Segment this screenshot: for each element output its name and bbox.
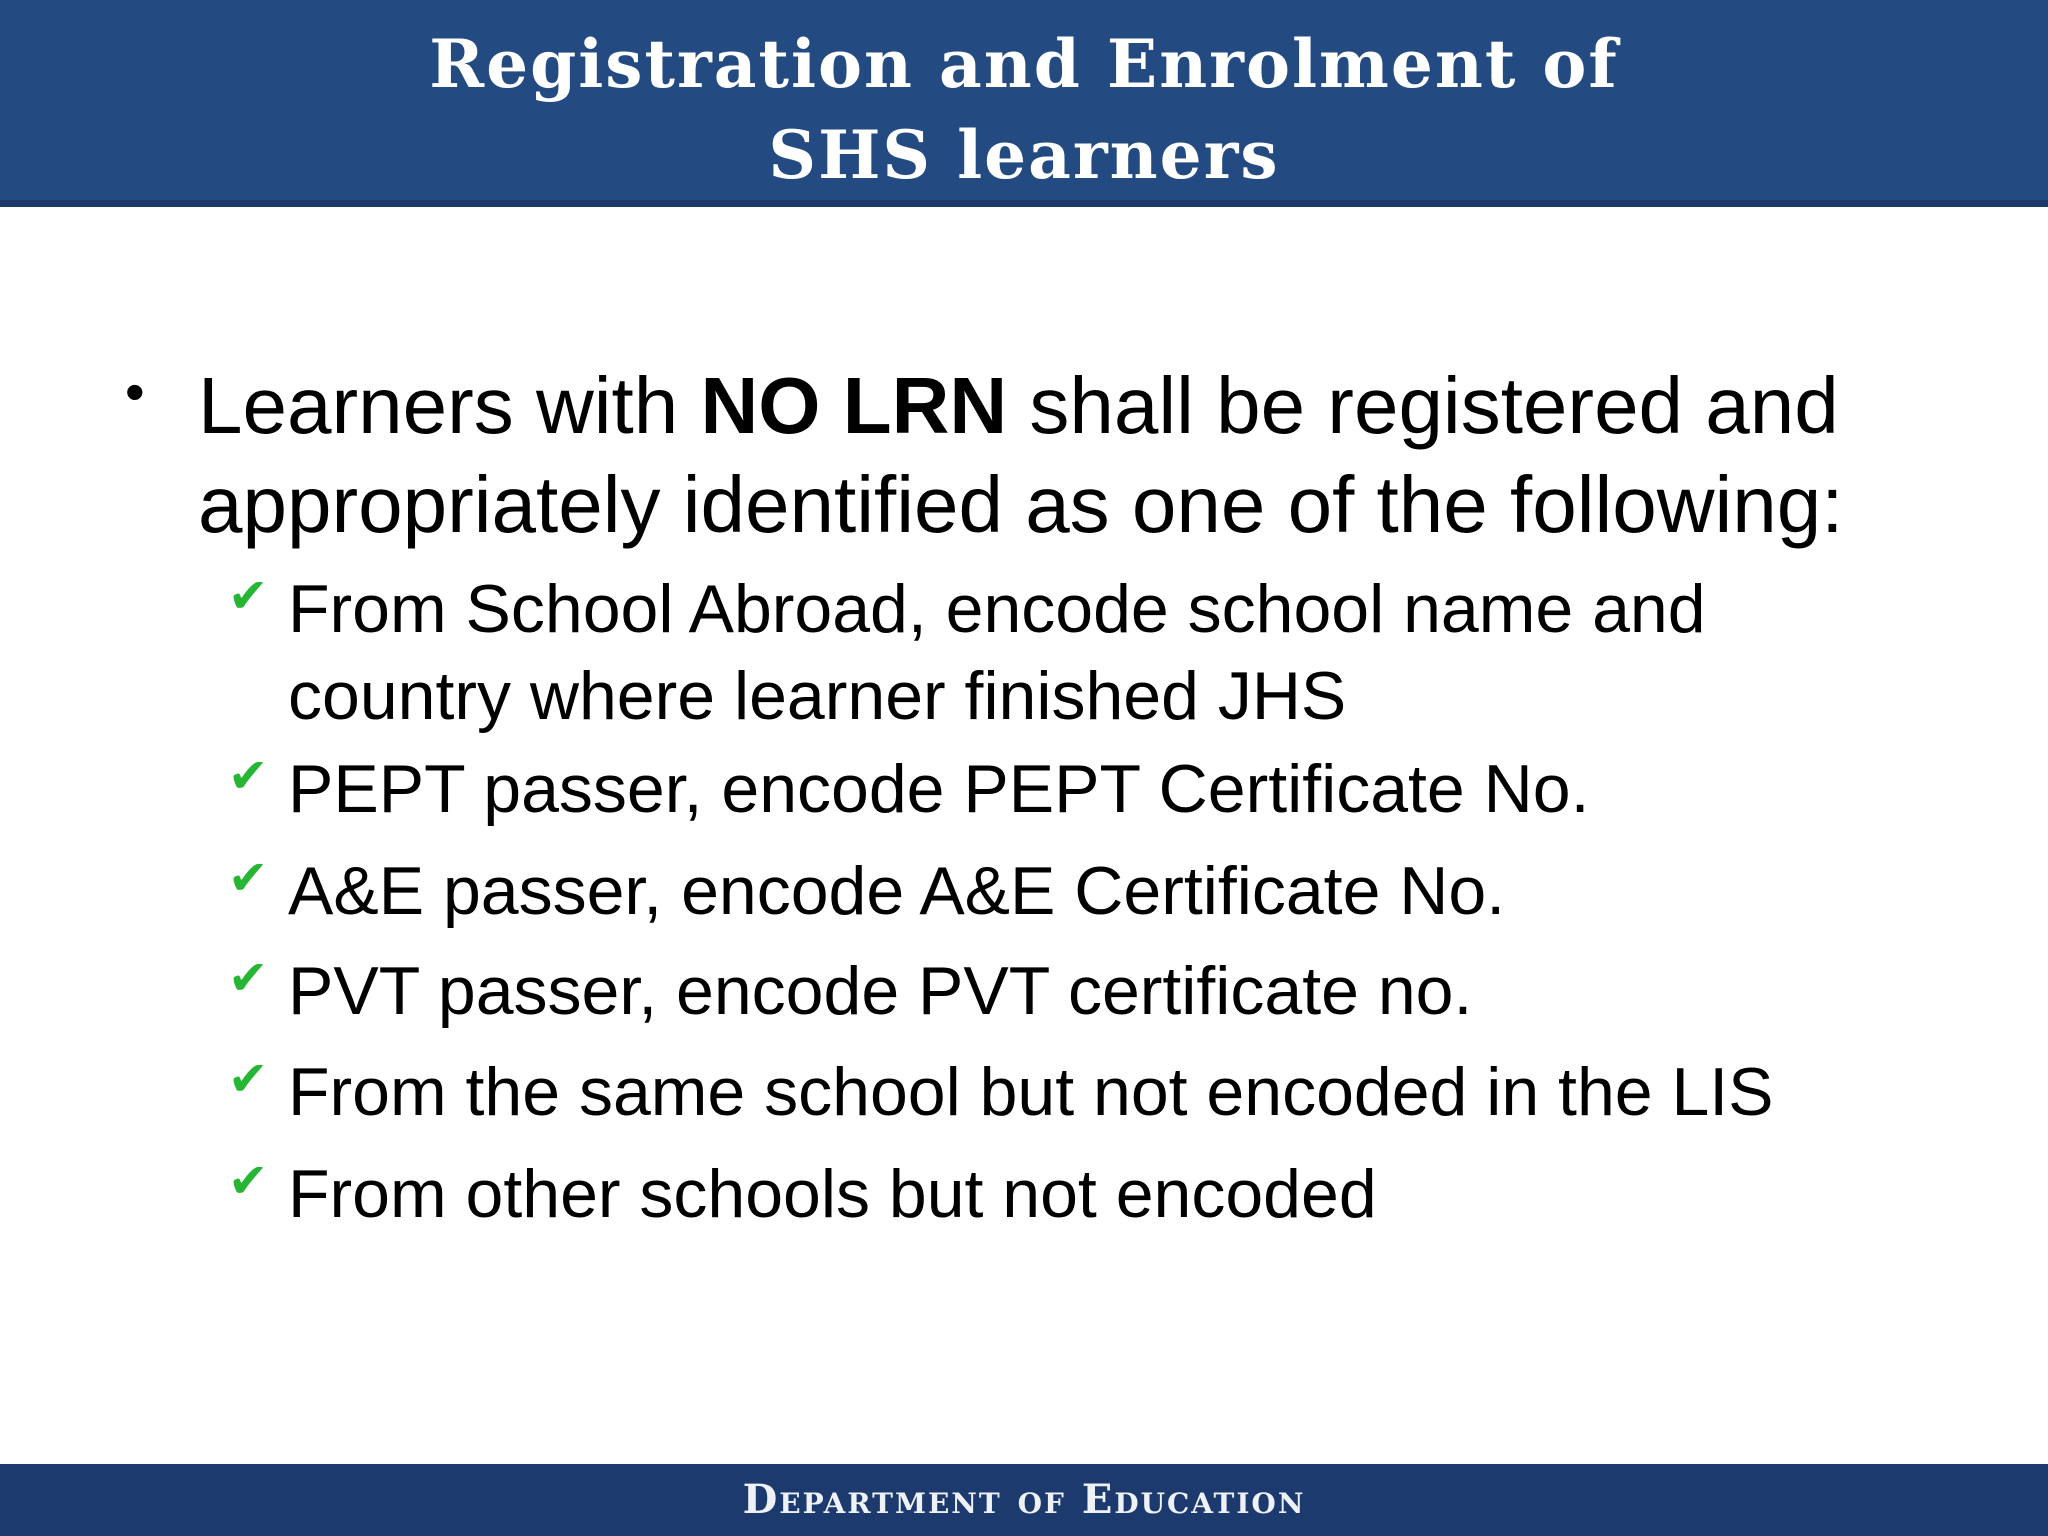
list-item-line: From School Abroad, encode school name and <box>288 571 1706 647</box>
list-item-text: PEPT passer, encode PEPT Certificate No. <box>288 751 1590 827</box>
checkmark-icon: ✔ <box>228 850 269 906</box>
list-item-line: country where learner finished JHS <box>288 658 1347 734</box>
list-item-text: From the same school but not encoded in the LIS <box>288 1054 1774 1130</box>
list-item-text: PVT passer, encode PVT certificate no. <box>288 953 1473 1029</box>
checkmark-icon: ✔ <box>228 950 269 1006</box>
bullet-text <box>198 356 1978 554</box>
list-item-text <box>288 566 1706 740</box>
title-banner <box>0 0 2048 207</box>
checkmark-icon: ✔ <box>228 1051 269 1107</box>
list-item-text: A&E passer, encode A&E Certificate No. <box>288 853 1506 929</box>
list-item-text: From other schools but not encoded <box>288 1156 1377 1232</box>
bullet-bold-term: NO LRN <box>700 361 1008 450</box>
checkmark-icon: ✔ <box>228 1153 269 1209</box>
slide-title-line-2: SHS learners <box>768 116 1280 194</box>
bullet-line-2: appropriately identified as one of the following: <box>198 460 1844 549</box>
footer-bar <box>0 1464 2048 1536</box>
checkmark-icon: ✔ <box>228 568 269 624</box>
checkmark-icon: ✔ <box>228 748 269 804</box>
bullet-text-before: Learners with <box>198 361 701 450</box>
slide-title-line-1: Registration and Enrolment of <box>429 25 1619 103</box>
bullet-marker: • <box>125 360 145 423</box>
footer-department-name: Department of Education <box>742 1476 1306 1523</box>
bullet-text-after: shall be registered and <box>1007 361 1839 450</box>
bullet-line-1 <box>198 356 1978 455</box>
